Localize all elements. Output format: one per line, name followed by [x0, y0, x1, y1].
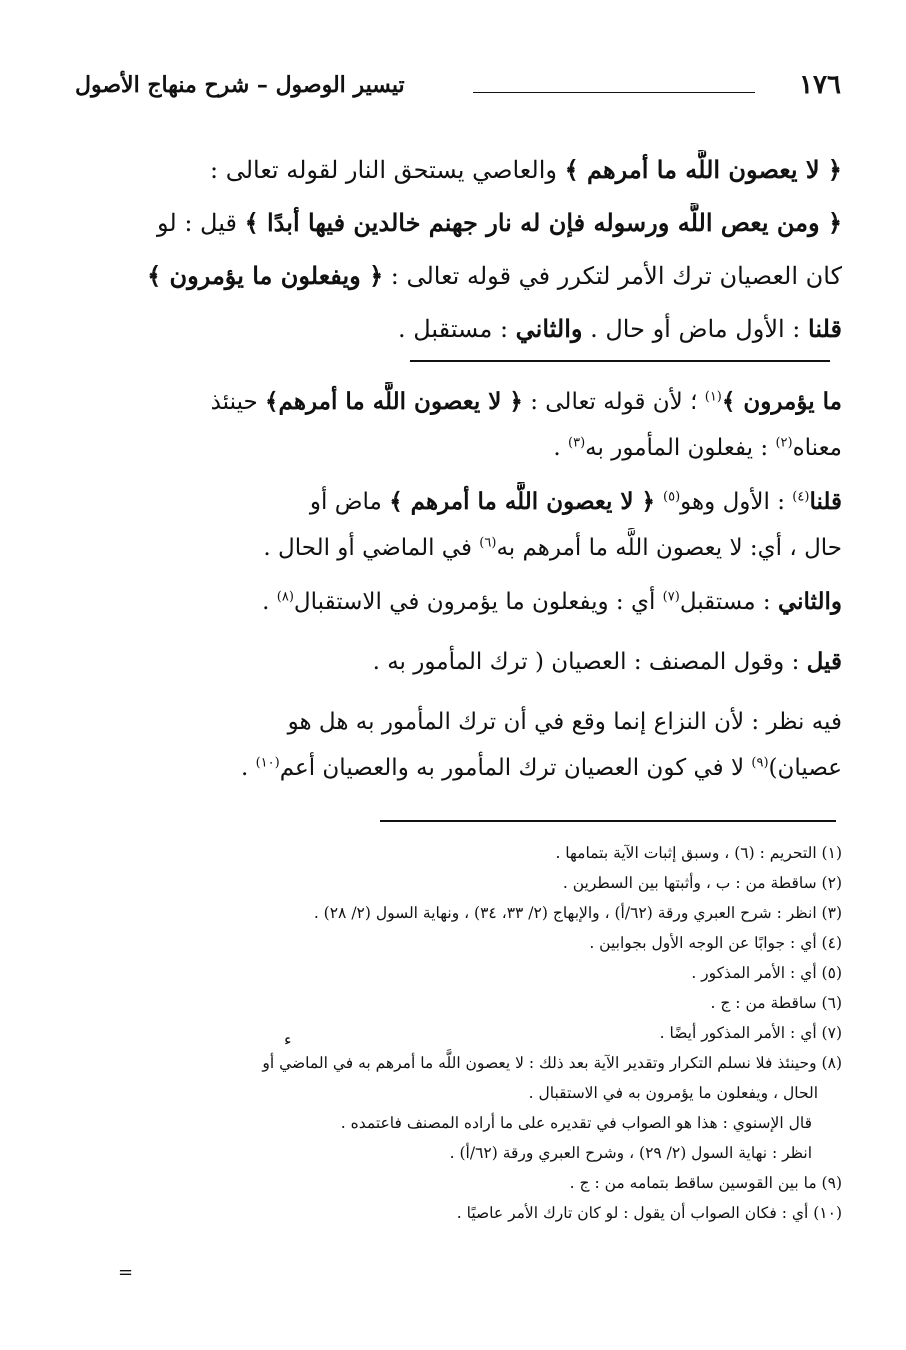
sharh-line [72, 482, 842, 528]
footnote-ref: (٧) [662, 589, 680, 605]
footnote-ref: (٩) [751, 755, 769, 771]
quran-quote: ﴿ لا يعصون اللَّه ما أمرهم﴾ [265, 388, 523, 415]
footnote: (٢) ساقطة من : ب ، وأثبتها بين السطرين . [562, 874, 842, 892]
commentary-text [72, 382, 842, 794]
stray-ink-mark: ء [284, 1030, 292, 1049]
footnote: (٥) أي : الأمر المذكور . [691, 964, 842, 982]
quran-quote: ﴿ ومن يعص اللَّه ورسوله فإن له نار جهنم خالدين فيها أبدًا ﴾ [244, 208, 842, 237]
spacer [72, 574, 842, 582]
sharh-text: معناه [792, 435, 842, 461]
footnote-ref: (٥) [663, 489, 681, 505]
footnote-separator [380, 820, 836, 822]
footnote-ref: (١٠) [255, 755, 280, 771]
footnote: (٦) ساقطة من : ج . [710, 994, 842, 1012]
keyword: قيل [806, 648, 842, 675]
footnote: (٩) ما بين القوسين ساقط بتمامه من : ج . [569, 1174, 842, 1192]
sharh-text: . [553, 435, 569, 461]
sharh-text: أي : ويفعلون ما يؤمرون في الاستقبال [293, 589, 663, 615]
sharh-text: . [262, 589, 277, 615]
running-title: تيسير الوصول – شرح منهاج الأصول [75, 72, 405, 98]
footnote-continuation: الحال ، ويفعلون ما يؤمرون به في الاستقبال . [528, 1084, 818, 1102]
keyword: قلنا [808, 314, 842, 343]
quran-quote: ﴿ ويفعلون ما يؤمرون ﴾ [147, 261, 384, 290]
sharh-text: حال ، أي: لا يعصون اللَّه ما أمرهم به [496, 535, 842, 561]
equals-mark: = [118, 1262, 134, 1283]
spacer [72, 474, 842, 482]
footnote-ref: (٢) [775, 435, 793, 451]
footnote-ref: (٨) [276, 589, 294, 605]
footnote-ref: (٣) [568, 435, 586, 451]
footnote-ref: (٤) [792, 489, 810, 505]
keyword: والثاني [777, 588, 842, 615]
header-rule [473, 92, 755, 93]
spacer [72, 688, 842, 702]
footnote: (٣) انظر : شرح العبري ورقة (٦٢/أ) ، والإبهاج (٢/ ٣٣، ٣٤) ، ونهاية السول (٢/ ٢٨) . [313, 904, 842, 922]
sharh-text: : وقول المصنف : العصيان ( ترك المأمور به . [372, 649, 807, 675]
matn-line [72, 150, 842, 203]
sharh-text: ماض أو [309, 489, 390, 515]
sharh-line [72, 528, 842, 574]
matn-line [72, 256, 842, 309]
quran-quote: ما يؤمرون ﴾ [721, 388, 842, 415]
sharh-text: : يفعلون المأمور به [585, 435, 776, 461]
footnote: (٨) وحينئذ فلا نسلم التكرار وتقدير الآية بعد ذلك : لا يعصون اللَّه ما أمرهم به في الماضي أو [262, 1054, 842, 1072]
page-header [75, 70, 841, 110]
sharh-line [72, 428, 842, 474]
sharh-text: في الماضي أو الحال . [263, 535, 480, 561]
matn-line [72, 309, 842, 362]
sharh-line [72, 702, 842, 748]
sharh-text: فيه نظر : لأن النزاع إنما وقع في أن ترك المأمور به هل هو [287, 709, 842, 735]
matn-text: : مستقبل . [398, 315, 516, 343]
sharh-text: عصيان) [768, 755, 842, 781]
keyword: قلنا [809, 488, 842, 515]
quran-quote: ﴿ لا يعصون اللَّه ما أمرهم ﴾ [389, 488, 664, 515]
matn-text: : الأول ماض أو حال . [582, 315, 809, 343]
footnote-continuation: قال الإسنوي : هذا هو الصواب في تقديره على ما أراده المصنف فاعتمده . [340, 1114, 812, 1132]
separator-rule [410, 360, 830, 362]
sharh-text: : الأول وهو [680, 489, 793, 515]
main-text [72, 150, 842, 362]
footnote-continuation: انظر : نهاية السول (٢/ ٢٩) ، وشرح العبري ورقة (٦٢/أ) . [449, 1144, 812, 1162]
sharh-text: ؛ لأن قوله تعالى : [522, 389, 705, 415]
matn-text: كان العصيان ترك الأمر لتكرر في قوله تعالى : [383, 262, 842, 290]
footnote-ref: (١) [704, 389, 722, 405]
footnote: (٤) أي : جوابًا عن الوجه الأول بجوابين . [589, 934, 842, 952]
sharh-text: لا في كون العصيان ترك المأمور به والعصيان أعم [279, 755, 752, 781]
footnote-ref: (٦) [479, 535, 497, 551]
sharh-text: : مستقبل [679, 589, 778, 615]
spacer [72, 628, 842, 642]
footnote: (١٠) أي : فكان الصواب أن يقول : لو كان تارك الأمر عاصيًا . [456, 1204, 842, 1222]
footnote: (١) التحريم : (٦) ، وسبق إثبات الآية بتمامها . [555, 844, 842, 862]
sharh-line [72, 748, 842, 794]
sharh-text: حينئذ [210, 389, 266, 415]
sharh-text: . [240, 755, 256, 781]
footnote: (٧) أي : الأمر المذكور أيضًا . [659, 1024, 842, 1042]
matn-line [72, 203, 842, 256]
page-number: ١٧٦ [799, 70, 841, 100]
sharh-line [72, 382, 842, 428]
sharh-line [72, 582, 842, 628]
matn-text: والعاصي يستحق النار لقوله تعالى : [210, 156, 565, 184]
sharh-line [72, 642, 842, 688]
footnotes [66, 838, 842, 1228]
matn-text: قيل : لو [157, 209, 245, 237]
keyword: والثاني [515, 314, 583, 343]
quran-quote: ﴿ لا يعصون اللَّه ما أمرهم ﴾ [564, 155, 842, 184]
